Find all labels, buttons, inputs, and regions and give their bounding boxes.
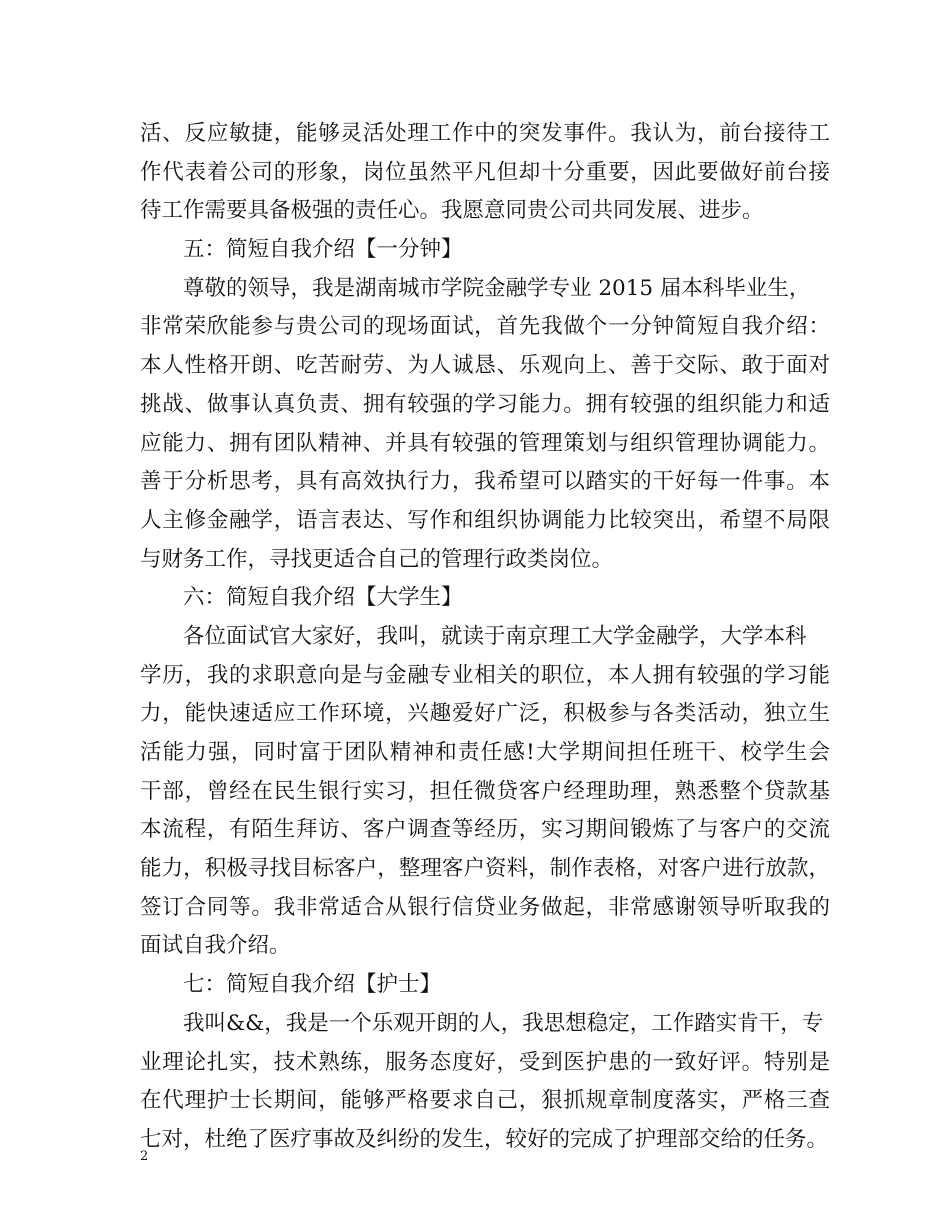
paragraph-line: 本人性格开朗、吃苦耐劳、为人诚恳、乐观向上、善于交际、敢于面对 <box>140 353 830 379</box>
paragraph-line: 业理论扎实，技术熟练，服务态度好，受到医护患的一致好评。特别是 <box>140 1049 830 1075</box>
paragraph-line: 与财务工作，寻找更适合自己的管理行政类岗位。 <box>140 546 614 572</box>
paragraph-line: 面试自我介绍。 <box>140 933 291 959</box>
paragraph-line: 学历，我的求职意向是与金融专业相关的职位，本人拥有较强的学习能 <box>140 662 830 688</box>
section-heading-nurse: 七：简短自我介绍【护士】 <box>183 972 442 998</box>
document-body <box>140 115 830 1160</box>
paragraph-line: 挑战、做事认真负责、拥有较强的学习能力。拥有较强的组织能力和适 <box>140 391 830 417</box>
paragraph-line: 人主修金融学，语言表达、写作和组织协调能力比较突出，希望不局限 <box>140 507 830 533</box>
section-heading-one-minute: 五：简短自我介绍【一分钟】 <box>183 237 463 263</box>
paragraph-line: 尊敬的领导，我是湖南城市学院金融学专业 2015 届本科毕业生， <box>183 275 811 301</box>
paragraph-line: 非常荣欣能参与贵公司的现场面试，首先我做个一分钟简短自我介绍： <box>140 314 830 340</box>
paragraph-line: 作代表着公司的形象，岗位虽然平凡但却十分重要，因此要做好前台接 <box>140 159 830 185</box>
paragraph-line: 七对，杜绝了医疗事故及纠纷的发生，较好的完成了护理部交给的任务。 <box>140 1126 829 1152</box>
paragraph-line: 干部，曾经在民生银行实习，担任微贷客户经理助理，熟悉整个贷款基 <box>140 778 830 804</box>
paragraph-line: 待工作需要具备极强的责任心。我愿意同贵公司共同发展、进步。 <box>140 198 764 224</box>
paragraph-line: 我叫&&，我是一个乐观开朗的人，我思想稳定，工作踏实肯干，专 <box>183 1010 824 1036</box>
paragraph-line: 签订合同等。我非常适合从银行信贷业务做起，非常感谢领导听取我的 <box>140 894 830 920</box>
section-heading-college-student: 六：简短自我介绍【大学生】 <box>183 585 463 611</box>
paragraph-line: 活、反应敏捷，能够灵活处理工作中的突发事件。我认为，前台接待工 <box>140 121 830 146</box>
paragraph-line: 各位面试官大家好，我叫，就读于南京理工大学金融学，大学本科 <box>183 623 807 649</box>
paragraph-line: 本流程，有陌生拜访、客户调查等经历，实习期间锻炼了与客户的交流 <box>140 817 830 843</box>
paragraph-line: 在代理护士长期间，能够严格要求自己，狠抓规章制度落实，严格三查 <box>140 1088 830 1114</box>
paragraph-line: 善于分析思考，具有高效执行力，我希望可以踏实的干好每一件事。本 <box>140 469 830 495</box>
page-number: 2 <box>140 1149 149 1164</box>
paragraph-line: 能力，积极寻找目标客户，整理客户资料，制作表格，对客户进行放款， <box>140 856 830 882</box>
paragraph-line: 活能力强，同时富于团队精神和责任感!大学期间担任班干、校学生会 <box>140 740 830 765</box>
paragraph-line: 力，能快速适应工作环境，兴趣爱好广泛，积极参与各类活动，独立生 <box>140 701 830 727</box>
paragraph-line: 应能力、拥有团队精神、并具有较强的管理策划与组织管理协调能力。 <box>140 430 830 456</box>
